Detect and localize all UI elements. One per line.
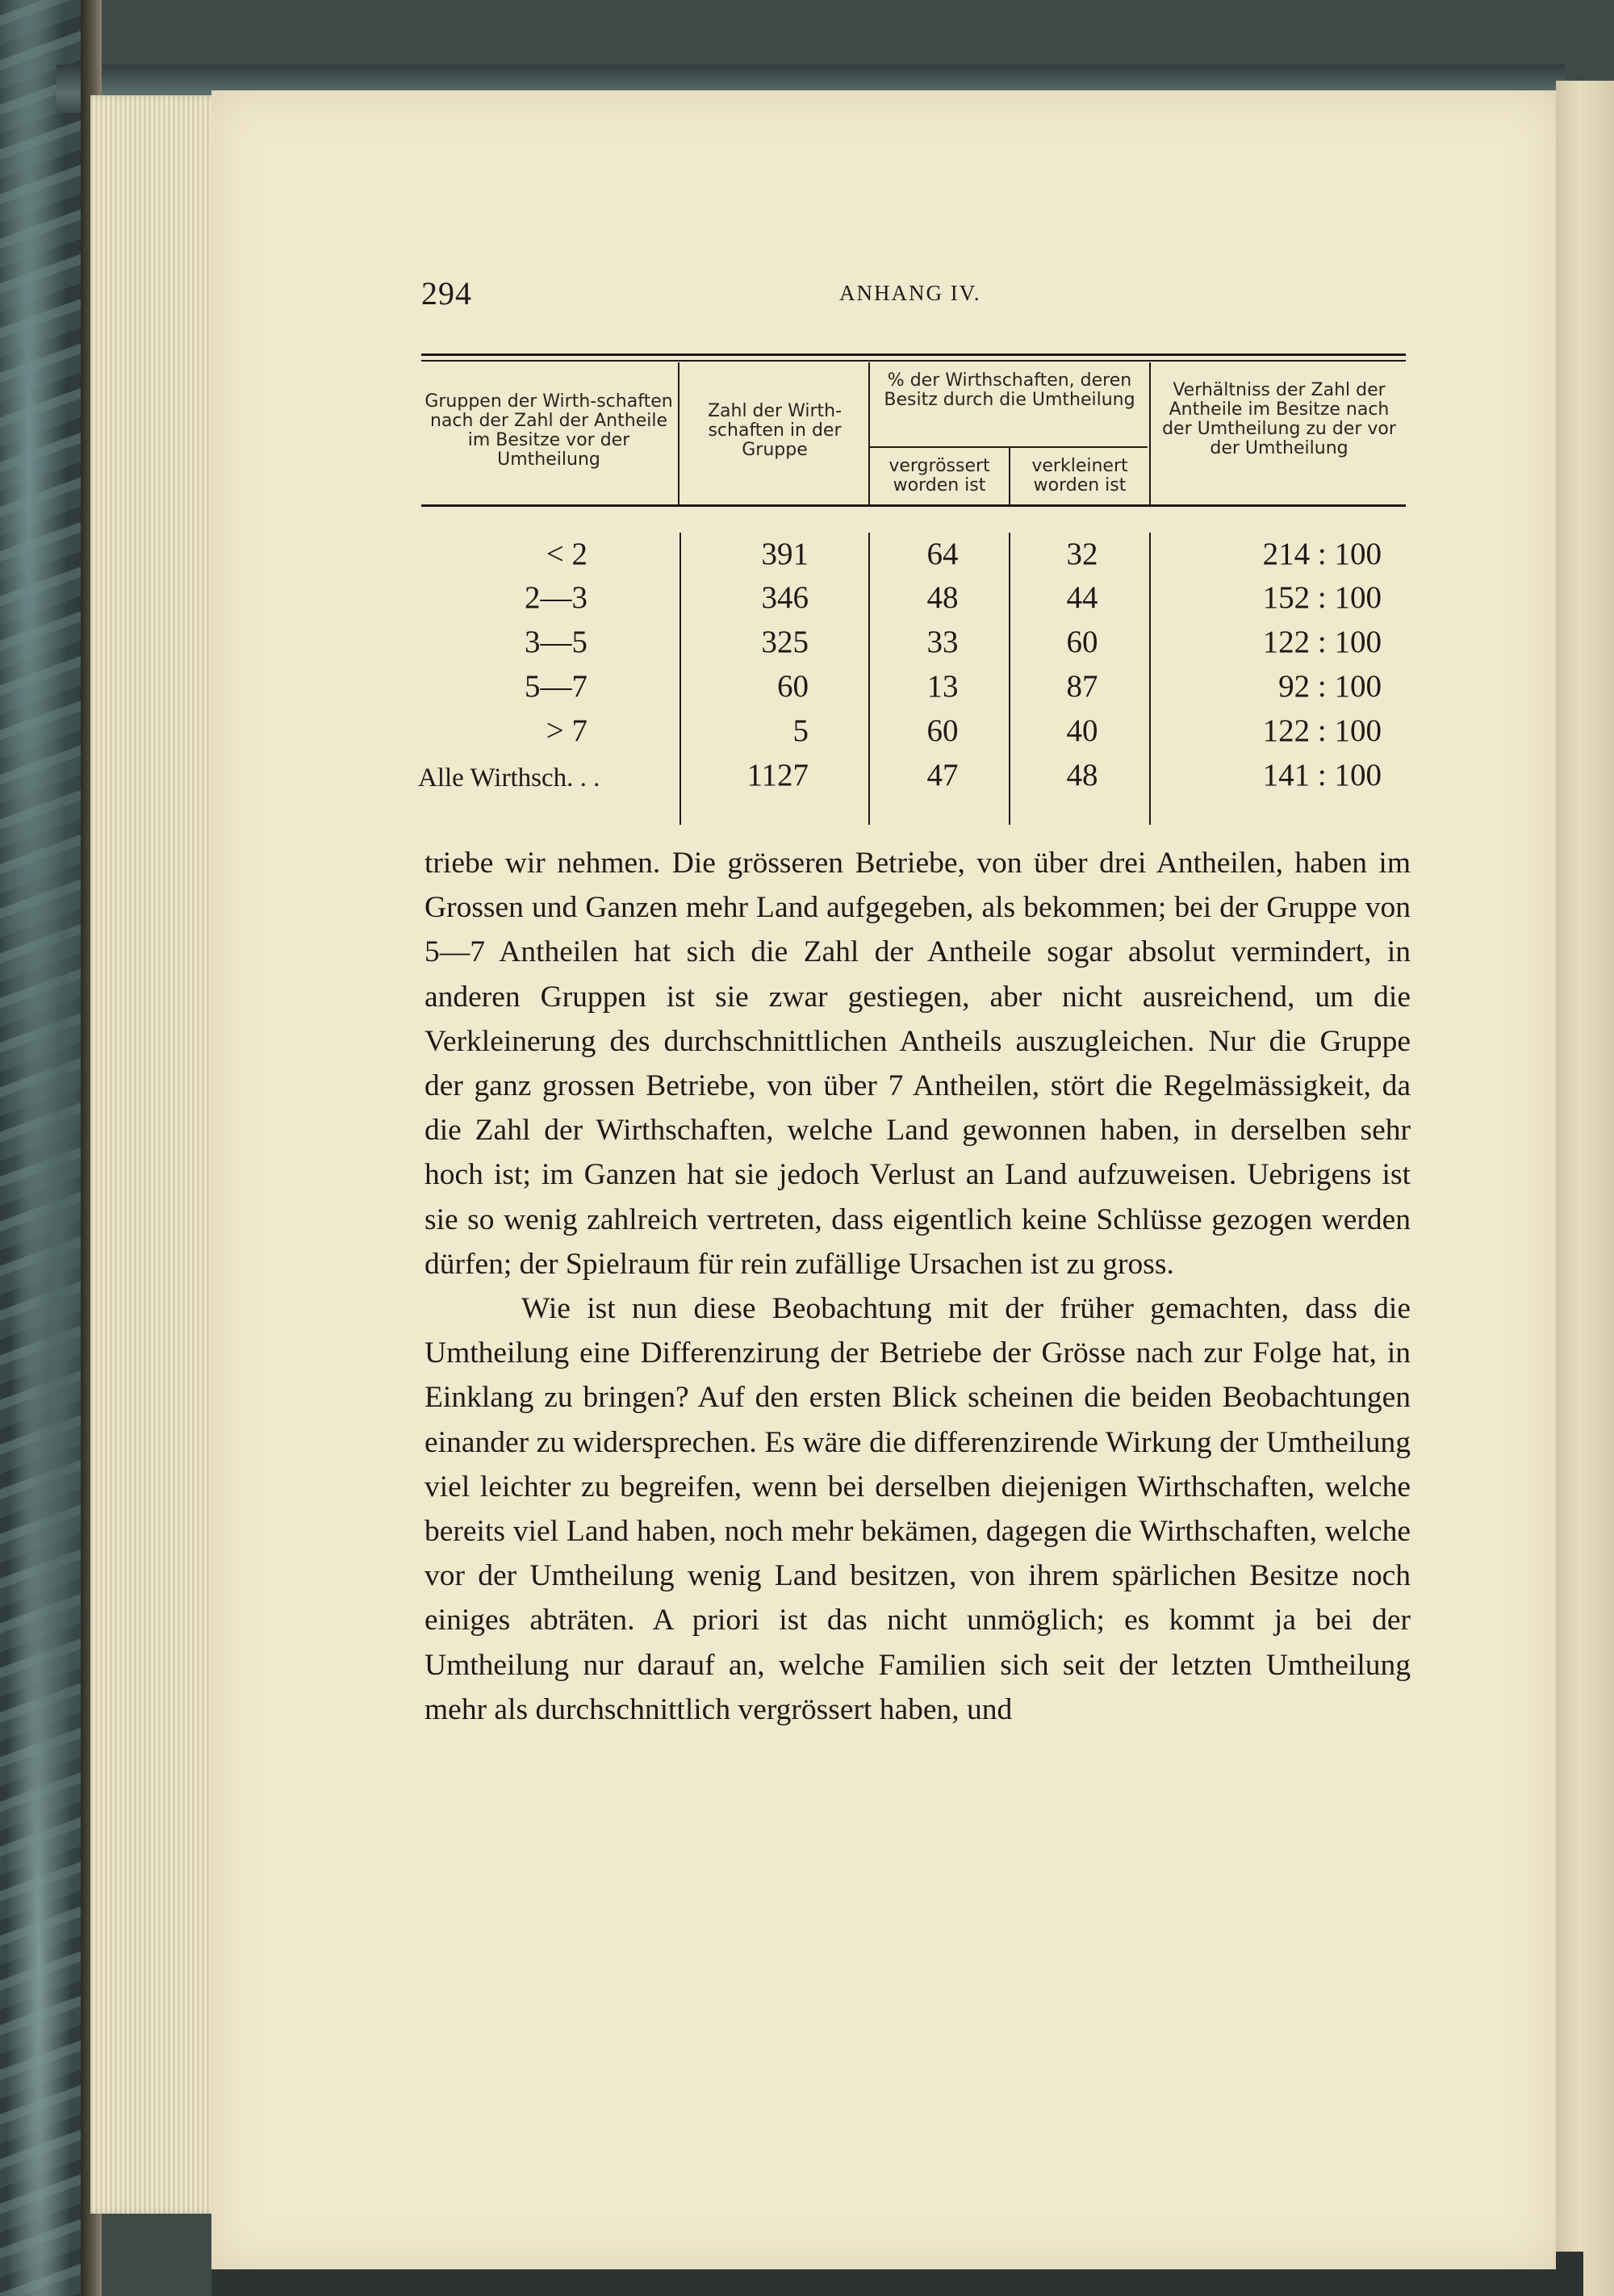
table-cell-count: 60: [777, 669, 809, 704]
table-cell-ratio: 92 : 100: [1278, 669, 1382, 704]
table-cell-enlarged: 60: [926, 713, 959, 748]
header-group: Gruppen der Wirth-schaften nach der Zahl der Antheile im Besitze vor der Umtheilung: [424, 391, 673, 470]
table-cell-count: 5: [792, 713, 809, 748]
table-cell-ratio: 122 : 100: [1262, 625, 1382, 659]
table-cell-reduced: 32: [1066, 537, 1098, 571]
running-title: ANHANG IV.: [839, 281, 981, 305]
paragraph: Wie ist nun diese Beobachtung mit der früher gemachten, dass die Umtheilung eine Differenzirung der Betriebe der Grösse nach zur Folge hat, in Einklang zu bringen? Auf den ersten Blick scheinen die beiden Beobachtungen einander zu widersprechen. Es wäre die differenzirende Wirkung der Umtheilung viel leichter zu begreifen, wenn bei derselben diejenigen Wirthschaften, welche bereits viel Land haben, noch mehr bekämen, dagegen die Wirthschaften, welche vor der Umtheilung wenig Land besitzen, von ihrem spärlichen Besitze noch einiges abträten. A priori ist das nicht unmöglich; es kommt ja bei der Umtheilung nur darauf an, welche Familien sich seit der letzten Umtheilung mehr als durchschnittlich vergrössert haben, und: [424, 1292, 1411, 1726]
header-divider-3: [1009, 448, 1010, 504]
table-cell-reduced: 48: [1066, 758, 1098, 793]
table-cell-group: < 2: [546, 537, 587, 571]
body-divider-1: [679, 533, 681, 825]
table-cell-reduced: 40: [1066, 713, 1098, 748]
paragraph: triebe wir nehmen. Die grösseren Betriebe, von über drei Antheilen, haben im Grossen und Ganzen mehr Land aufgegeben, als bekommen; bei der Gruppe von 5—7 Antheilen hat sich die Zahl der Antheile sogar absolut vermindert, in anderen Gruppen ist sie zwar gestiegen, aber nicht ausreichend, um die Verkleinerung des durchschnittlichen Antheils auszugleichen. Nur die Gruppe der ganz grossen Betriebe, von über 7 Antheilen, stört die Regelmässigkeit, da die Zahl der Wirthschaften, welche Land gewonnen haben, in derselben sehr hoch ist; im Ganzen hat sie jedoch Verlust an Land aufzuweisen. Uebrigens ist sie so wenig zahlreich vertreten, dass eigentlich keine Schlüsse gezogen werden dürfen; der Spielraum für rein zufällige Ursachen ist zu gross.: [424, 847, 1411, 1281]
header-divider-1: [678, 362, 679, 504]
table-cell-enlarged: 13: [926, 669, 959, 704]
table-cell-enlarged: 47: [926, 758, 959, 793]
page-number: 294: [421, 275, 472, 312]
header-divider-4: [1149, 362, 1151, 504]
table-cell-reduced: 44: [1066, 580, 1098, 615]
table-cell-group: > 7: [546, 713, 587, 748]
header-enlarged: vergrössert worden ist: [889, 456, 990, 496]
running-head: [421, 274, 1422, 323]
table-cell-ratio: 141 : 100: [1262, 758, 1382, 793]
table-cell-reduced: 60: [1066, 625, 1098, 659]
table-cell-group: 2—3: [525, 580, 587, 615]
header-count: Zahl der Wirth-schaften in der Gruppe: [707, 401, 843, 460]
header-percent: % der Wirthschaften, deren Besitz durch die Umtheilung: [884, 370, 1135, 410]
table-cell-reduced: 87: [1066, 669, 1098, 704]
table-cell-enlarged: 33: [926, 625, 959, 659]
table-cell-group: 5—7: [525, 669, 587, 704]
header-reduced: verkleinert worden ist: [1031, 456, 1128, 496]
table-cell-group: 3—5: [525, 625, 587, 659]
table-cell-count: 1127: [746, 758, 809, 793]
header-ratio: Verhältniss der Zahl der Antheile im Besitze nach der Umtheilung zu der vor der Umtheilung: [1162, 380, 1396, 458]
table-cell-ratio: 214 : 100: [1262, 537, 1382, 571]
next-page-edge: [1556, 81, 1614, 2296]
table-cell-count: 391: [761, 537, 809, 571]
table-header-rule: [421, 504, 1406, 507]
header-divider-2: [868, 362, 870, 504]
table-top-rule-thin: [421, 360, 1406, 362]
table-cell-group: Alle Wirthsch. . .: [418, 763, 600, 793]
table-cell-count: 325: [761, 625, 809, 659]
table-top-rule: [421, 353, 1406, 356]
table-cell-enlarged: 64: [926, 537, 959, 571]
table-cell-ratio: 152 : 100: [1262, 580, 1382, 615]
table-cell-enlarged: 48: [926, 580, 959, 615]
body-text: [424, 841, 1411, 1732]
page-stack-edge: [90, 95, 220, 2214]
table-cell-count: 346: [761, 580, 809, 615]
table-cell-ratio: 122 : 100: [1262, 713, 1382, 748]
